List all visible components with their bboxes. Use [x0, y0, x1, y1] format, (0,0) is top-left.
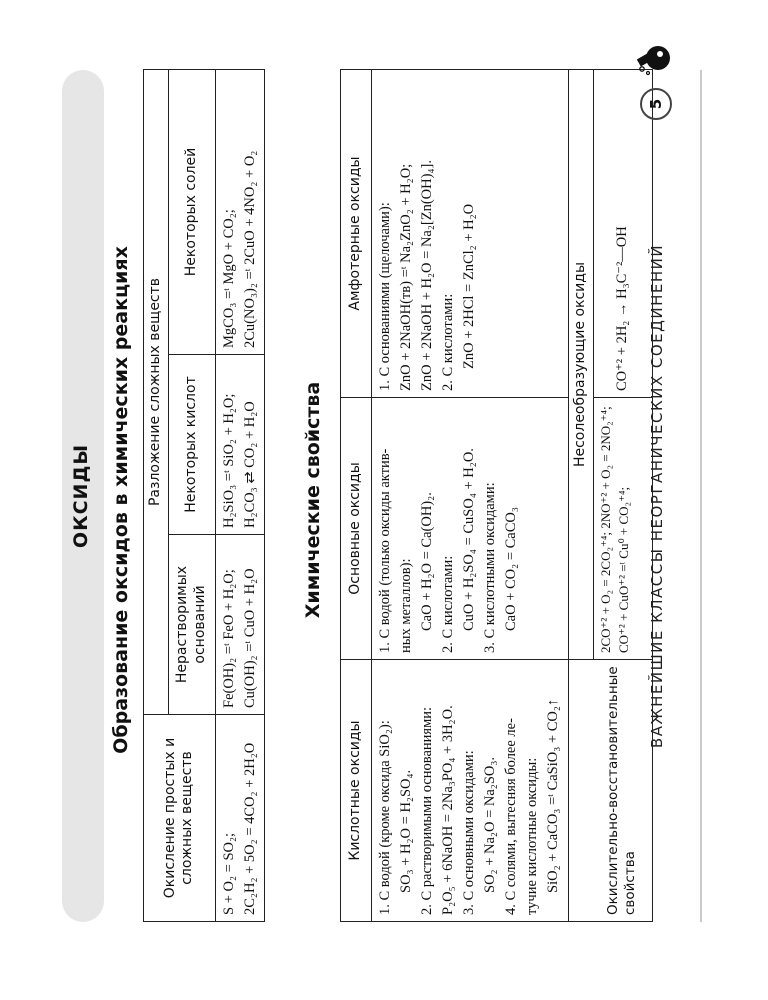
- header-acidic: Кислотные оксиды: [341, 660, 372, 922]
- header-oxidation: Окисление простых и сложных веществ: [144, 715, 216, 922]
- header-insoluble-bases: Нерастворимых оснований: [168, 535, 215, 715]
- equation: SO₂ + Na₂O = Na₂SO₃.: [482, 756, 499, 893]
- redox-right-cell: [593, 70, 652, 398]
- equation: S + O₂ = SO₂;: [220, 832, 237, 915]
- property-line: ных металлов):: [398, 558, 415, 653]
- bases-cell: [215, 535, 264, 715]
- equation: SiO₂ + CaCO₃ =ᵗ CaSiO₃ + CO₂↑: [545, 698, 562, 893]
- property-line: 3. С основными оксидами:: [461, 750, 478, 915]
- equation: 2C₂H₂ + 5O₂ = 4CO₂ + 2H₂O: [241, 742, 258, 915]
- footer-divider: [700, 70, 702, 922]
- formation-table: [143, 69, 265, 922]
- page-title: ОКСИДЫ: [70, 443, 92, 549]
- flask-icon: [634, 40, 674, 78]
- equation: CO⁺² + CuO⁺² =ᵗ Cu⁰ + CO₂⁺⁴;: [616, 486, 632, 653]
- acids-cell: [215, 355, 264, 535]
- chemical-properties-table: [340, 69, 653, 922]
- empty-cell: [569, 660, 594, 922]
- equation: ZnO + 2NaOH + H₂O = Na₂[Zn(OH)₄].: [419, 160, 436, 391]
- salts-cell: [215, 69, 264, 354]
- equation: 2Cu(NO₃)₂ =ᵗ 2CuO + 4NO₂ + O₂: [241, 150, 258, 348]
- property-line: 1. С водой (кроме оксида SiO₂):: [377, 720, 393, 915]
- header-salts: Некоторых солей: [168, 69, 215, 354]
- equation: 2CO⁺² + O₂ = 2CO₂⁺⁴; 2NO⁺² + O₂ = 2NO₂⁺⁴;: [597, 406, 613, 653]
- property-line: 1. С основаниями (щелочами):: [377, 202, 393, 391]
- equation: Cu(OH)₂ =ᵗ CuO + H₂O: [241, 568, 258, 708]
- equation: CaO + CO₂ = CaCO₃: [503, 507, 520, 631]
- equation: P₂O₅ + 6NaOH = 2Na₃PO₄ + 3H₂O.: [440, 705, 457, 915]
- equation: ZnO + 2HCl = ZnCl₂ + H₂O: [461, 203, 478, 369]
- title-band: [62, 70, 104, 922]
- nonsalt-cell: [593, 398, 652, 660]
- equation: MgCO₃ =ᵗ MgO + CO₂;: [220, 209, 237, 348]
- header-decomposition: Разложение сложных веществ: [144, 69, 169, 714]
- equation: Fe(OH)₂ =ᵗ FeO + H₂O;: [220, 569, 237, 708]
- property-line: тучие кислотные оксиды:: [524, 757, 541, 915]
- property-line: 2. С растворимыми основаниями:: [419, 706, 436, 915]
- property-line: 3. С кислотными оксидами:: [482, 482, 499, 653]
- footer-section-title: ВАЖНЕЙШИЕ КЛАССЫ НЕОРГАНИЧЕСКИХ СОЕДИНЕНИЙ: [648, 243, 666, 749]
- row-redox-label: Окислительно-восстановительные свойства: [593, 660, 652, 922]
- acidic-cell: [372, 660, 569, 922]
- equation: H₂CO₃ ⇄ CO₂ + H₂O: [241, 401, 258, 528]
- equation: CaO + H₂O = Ca(OH)₂.: [419, 492, 436, 631]
- header-basic: Основные оксиды: [341, 398, 372, 660]
- oxidation-cell: [215, 715, 264, 922]
- header-acids: Некоторых кислот: [168, 355, 215, 535]
- property-line: 2. С кислотами:: [440, 555, 457, 653]
- page-number: 5: [640, 88, 672, 120]
- equation: CO⁺² + 2H₂ → H₃C⁻²—OH: [613, 226, 630, 391]
- property-line: 4. С солями, вытесняя более ле-: [503, 718, 520, 915]
- equation: SO₃ + H₂O = H₂SO₄.: [398, 769, 415, 893]
- header-nonsalt: Несолеобразующие оксиды: [569, 70, 594, 660]
- equation: CuO + H₂SO₄ = CuSO₄ + H₂O.: [461, 448, 478, 631]
- property-line: 1. С водой (только оксиды актив-: [377, 448, 393, 653]
- header-amphoteric: Амфотерные оксиды: [341, 70, 372, 398]
- equation: H₂SiO₃ =ᵗ SiO₂ + H₂O;: [220, 393, 237, 528]
- basic-cell: [372, 398, 569, 660]
- property-line: 2. С кислотами:: [440, 293, 457, 391]
- equation: ZnO + 2NaOH(тв) =ᵗ Na₂ZnO₂ + H₂O;: [398, 163, 415, 391]
- formation-heading: Образование оксидов в химических реакциях: [110, 246, 132, 754]
- amphoteric-cell: [372, 70, 569, 398]
- chemical-heading: Химические свойства: [302, 381, 324, 619]
